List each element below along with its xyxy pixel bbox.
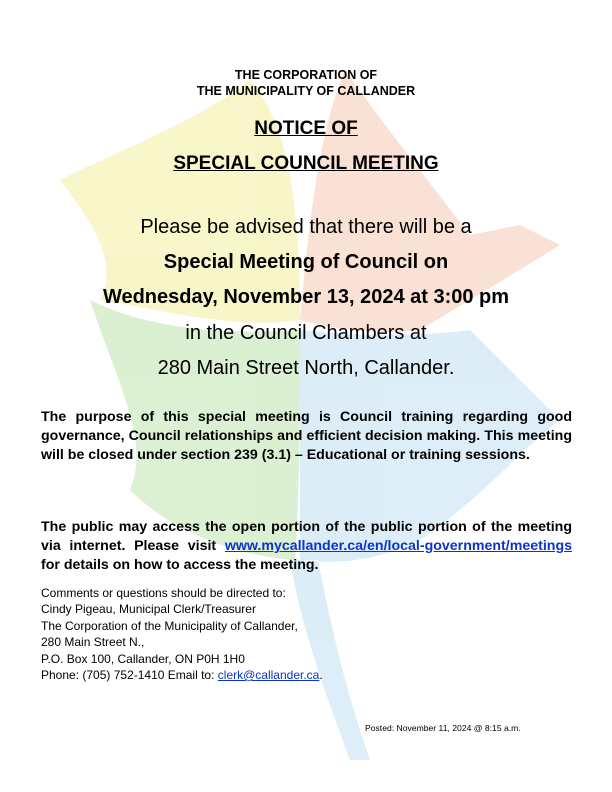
contact-line3: The Corporation of the Municipality of Callander,: [41, 618, 298, 633]
contact-line5: P.O. Box 100, Callander, ON P0H 1H0: [41, 651, 245, 666]
contact-block: [41, 585, 323, 683]
org-name-line1: THE CORPORATION OF: [234, 68, 378, 82]
announcement-line2: Special Meeting of Council on: [163, 251, 449, 273]
contact-line4: 280 Main Street N.,: [41, 635, 145, 650]
announcement-line4: in the Council Chambers at: [185, 322, 427, 344]
contact-line2: Cindy Pigeau, Municipal Clerk/Treasurer: [41, 602, 256, 617]
purpose-paragraph: The purpose of this special meeting is Council training regarding good governance, Council relationships and efficient decision making. This meeting will be closed under section 239 (3.1) – Educational or training sessions.: [41, 409, 572, 463]
meetings-link[interactable]: www.mycallander.ca/en/local-government/meetings: [224, 538, 572, 554]
posted-timestamp: Posted: November 11, 2024 @ 8:15 a.m.: [365, 723, 521, 733]
notice-title-line2: SPECIAL COUNCIL MEETING: [173, 153, 439, 174]
announcement-line1: Please be advised that there will be a: [140, 216, 472, 238]
meeting-address: 280 Main Street North, Callander.: [157, 357, 455, 379]
notice-title-line1: NOTICE OF: [254, 118, 358, 139]
access-paragraph: [41, 518, 572, 575]
contact-line1: Comments or questions should be directed to:: [41, 586, 286, 600]
org-name-line2: THE MUNICIPALITY OF CALLANDER: [196, 84, 416, 98]
email-suffix: .: [319, 668, 323, 683]
email-link[interactable]: clerk@callander.ca: [217, 668, 320, 683]
access-text-before: The public may access the open portion of the public portion of the meeting via internet. Please visit: [41, 519, 572, 554]
contact-phone-email: [41, 667, 323, 683]
access-text-after: for details on how to access the meeting.: [41, 557, 319, 573]
phone-text: Phone: (705) 752-1410 Email to:: [41, 668, 218, 683]
meeting-datetime: Wednesday, November 13, 2024 at 3:00 pm: [102, 286, 510, 308]
